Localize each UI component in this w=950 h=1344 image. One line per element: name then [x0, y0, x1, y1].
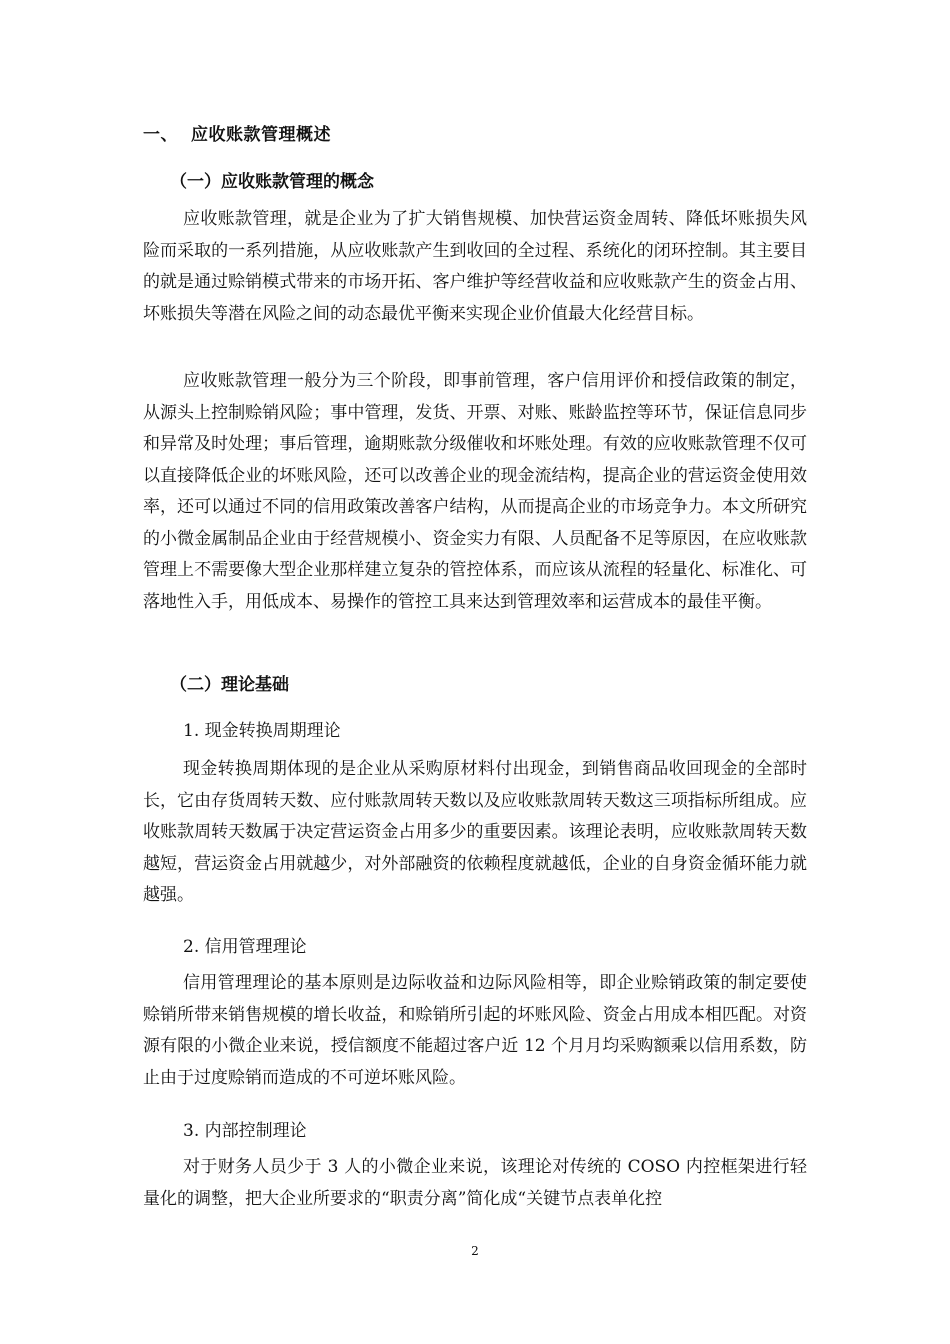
section-number: 一、 — [143, 125, 178, 145]
section-heading — [143, 120, 331, 145]
subsection-heading-concept: （一）应收账款管理的概念 — [170, 172, 374, 192]
theory-heading-internal-control: 3. 内部控制理论 — [183, 1121, 307, 1141]
paragraph-management-stages: 应收账款管理一般分为三个阶段，即事前管理，客户信用评价和授信政策的制定，从源头上控制赊销风险；事中管理，发货、开票、对账、账龄监控等环节，保证信息同步和异常及时处理；事后管理，逾期账款分级催收和坏账处理。有效的应收账款管理不仅可以直接降低企业的坏账风险，还可以改善企业的现金流结构，提高企业的营运资金使用效率，还可以通过不同的信用政策改善客户结构，从而提高企业的市场竞争力。本文所研究的小微金属制品企业由于经营规模小、资金实力有限、人员配备不足等原因，在应收账款管理上不需要像大型企业那样建立复杂的管控体系，而应该从流程的轻量化、标准化、可落地性入手，用低成本、易操作的管控工具来达到管理效率和运营成本的最佳平衡。 — [143, 371, 807, 612]
paragraph-concept-definition: 应收账款管理，就是企业为了扩大销售规模、加快营运资金周转、降低坏账损失风险而采取的一系列措施，从应收账款产生到收回的全过程、系统化的闭环控制。其主要目的就是通过赊销模式带来的市场开拓、客户维护等经营收益和应收账款产生的资金占用、坏账损失等潜在风险之间的动态最优平衡来实现企业价值最大化经营目标。 — [143, 209, 807, 324]
page-number: 2 — [471, 1244, 479, 1258]
theory-heading-cash-conversion: 1. 现金转换周期理论 — [183, 721, 341, 741]
theory-heading-credit-management: 2. 信用管理理论 — [183, 937, 307, 957]
paragraph-cash-conversion: 现金转换周期体现的是企业从采购原材料付出现金，到销售商品收回现金的全部时长，它由存货周转天数、应付账款周转天数以及应收账款周转天数这三项指标所组成。应收账款周转天数属于决定营运资金占用多少的重要因素。该理论表明，应收账款周转天数越短，营运资金占用就越少，对外部融资的依赖程度就越低，企业的自身资金循环能力就越强。 — [143, 759, 807, 905]
paragraph-credit-management: 信用管理理论的基本原则是边际收益和边际风险相等，即企业赊销政策的制定要使赊销所带来销售规模的增长收益，和赊销所引起的坏账风险、资金占用成本相匹配。对资源有限的小微企业来说，授信额度不能超过客户近 12 个月月均采购额乘以信用系数，防止由于过度赊销而造成的不可逆坏账风险。 — [143, 973, 807, 1088]
subsection-heading-theory: （二）理论基础 — [170, 675, 289, 695]
section-title: 应收账款管理概述 — [191, 125, 331, 145]
paragraph-internal-control: 对于财务人员少于 3 人的小微企业来说，该理论对传统的 COSO 内控框架进行轻量化的调整，把大企业所要求的“职责分离”简化成“关键节点表单化控 — [143, 1157, 807, 1209]
